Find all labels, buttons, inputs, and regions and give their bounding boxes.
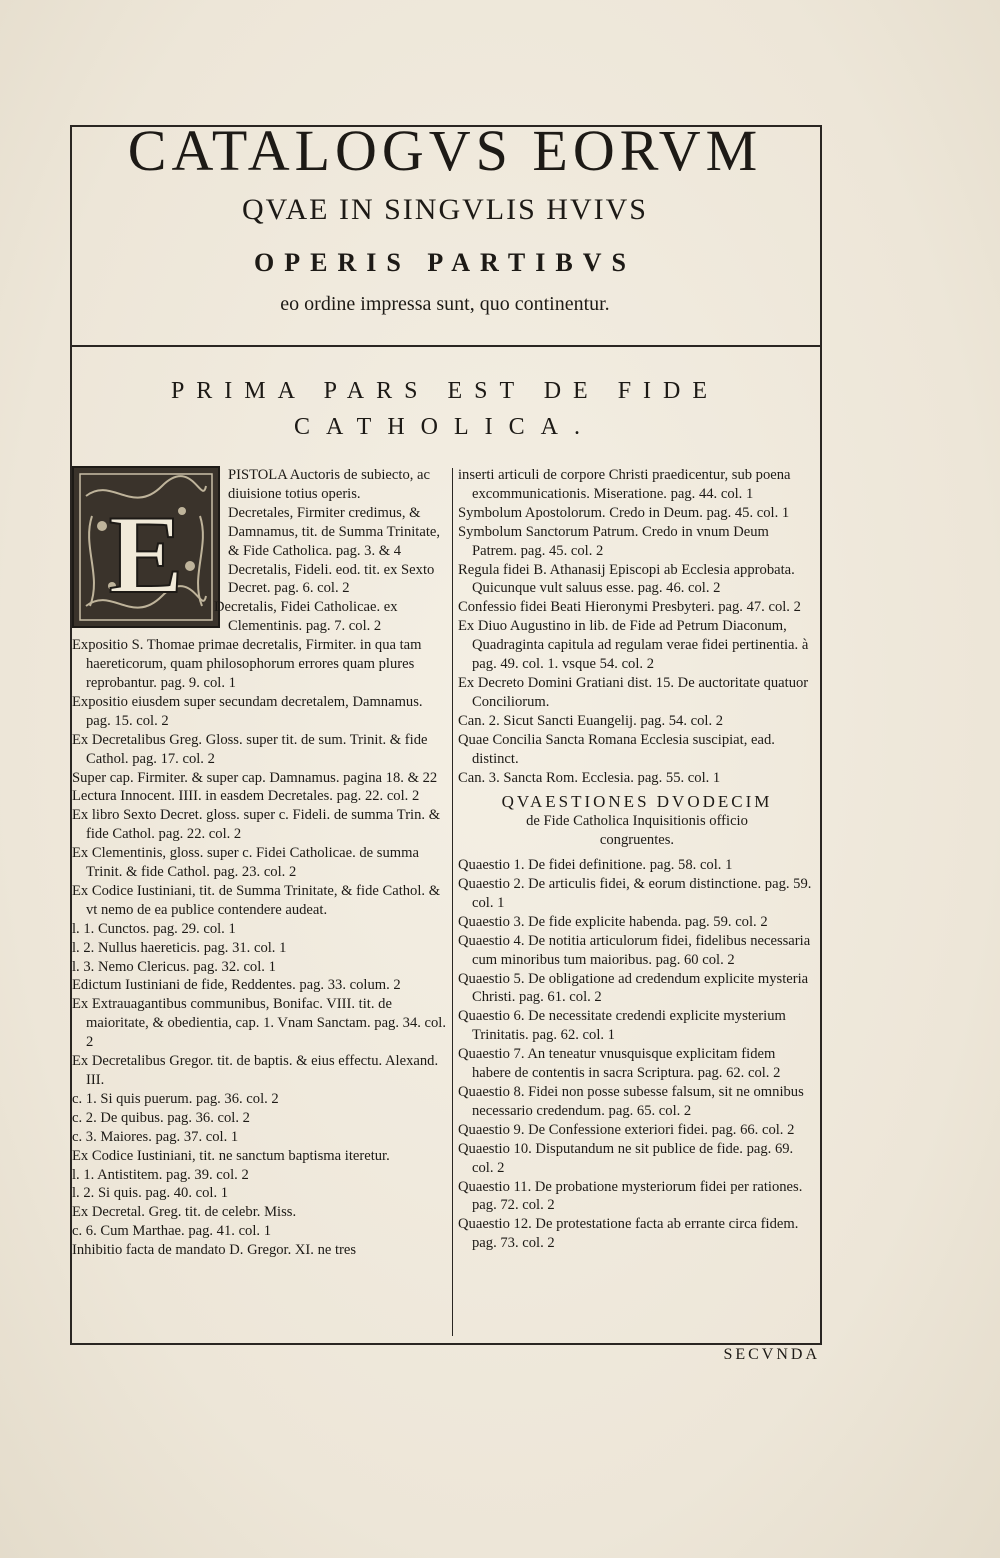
question-item: Quaestio 1. De fidei definitione. pag. 58. col. 1 [458, 857, 733, 874]
initial-letter: E [108, 493, 184, 617]
catalog-subtitle-1: QVAE IN SINGVLIS HVIVS [242, 193, 648, 226]
catalog-subtitle-3: eo ordine impressa sunt, quo continentur. [280, 293, 610, 315]
list-item: Ex Decreto Domini Gratiani dist. 15. De auctoritate quatuor Conciliorum. [458, 674, 809, 710]
list-item: Ex Codice Iustiniani, tit. ne sanctum baptisma iteretur. [72, 1147, 390, 1164]
list-item: Confessio fidei Beati Hieronymi Presbyteri. pag. 47. col. 2 [458, 599, 801, 616]
catalog-title: CATALOGVS EORVM [127, 118, 763, 183]
list-item: Expositio eiusdem super secundam decretalem, Damnamus. pag. 15. col. 2 [72, 693, 423, 729]
list-item: l. 2. Si quis. pag. 40. col. 1 [72, 1185, 229, 1202]
list-item: Ex Extrauagantibus communibus, Bonifac. VIII. tit. de maioritate, & obedientia, cap. 1. Vnam Sanctam. pag. 34. col. 2 [72, 996, 447, 1051]
questions-heading: QVAESTIONES DVODECIM [501, 792, 773, 812]
list-item: Ex Diuo Augustino in lib. de Fide ad Petrum Diaconum, Quadraginta capitula ad regulam verae fidei pertinentia. à pag. 49. col. 1. vsque 54. col. 2 [458, 618, 809, 673]
list-item: Symbolum Apostolorum. Credo in Deum. pag. 45. col. 1 [458, 504, 790, 521]
list-item: Ex Decretal. Greg. tit. de celebr. Miss. [72, 1204, 297, 1221]
list-item: Expositio S. Thomae primae decretalis, Firmiter. in qua tam haereticorum, quam philosophorum errores quam plures reprobantur. pag. 9. col. 1 [72, 637, 422, 691]
list-item: l. 2. Nullus haereticis. pag. 31. col. 1 [72, 939, 287, 956]
right-column [458, 466, 816, 1253]
question-item: Quaestio 6. De necessitate credendi explicite mysterium Trinitatis. pag. 62. col. 1 [458, 1008, 786, 1044]
list-item: Super cap. Firmiter. & super cap. Damnamus. pagina 18. & 22 [72, 769, 438, 786]
list-item: Can. 2. Sicut Sancti Euangelij. pag. 54. col. 2 [458, 712, 724, 729]
part-title-line-1: PRIMA PARS EST DE FIDE [170, 378, 720, 404]
list-item: Ex Clementinis, gloss. super c. Fidei Catholicae. de summa Trinit. & fide Cathol. pag. 23. col. 2 [72, 845, 419, 881]
list-item: Regula fidei B. Athanasij Episcopi ab Ecclesia approbata. Quicunque vult saluus esse. pag. 46. col. 2 [458, 561, 795, 597]
lead-entry: PISTOLA Auctoris de subiecto, ac diuisione totius operis. [228, 467, 430, 502]
catchword: SECVNDA [723, 1346, 820, 1363]
lead-entry: Decretalis, Fideli. eod. tit. ex Sexto Decret. pag. 6. col. 2 [228, 561, 435, 597]
header-bottom-rule [70, 345, 820, 347]
list-item: Symbolum Sanctorum Patrum. Credo in vnum Deum Patrem. pag. 45. col. 2 [458, 523, 769, 559]
list-item: l. 1. Antistitem. pag. 39. col. 2 [72, 1166, 249, 1183]
list-item: l. 3. Nemo Clericus. pag. 32. col. 1 [72, 958, 276, 975]
questions-subheading: de Fide Catholica Inquisitionis officio [526, 813, 748, 830]
question-item: Quaestio 4. De notitia articulorum fidei, fidelibus necessaria cum minoribus tum maioribus. pag. 60 col. 2 [458, 932, 811, 968]
lead-entry: Decretales, Firmiter credimus, & Damnamus, tit. de Summa Trinitate, & Fide Catholica. pag. 3. & 4 [228, 504, 441, 559]
question-item: Quaestio 8. Fidei non posse subesse falsum, sit ne omnibus necessario credendum. pag. 65. col. 2 [458, 1084, 804, 1119]
list-item: c. 1. Si quis puerum. pag. 36. col. 2 [72, 1090, 279, 1107]
list-item: inserti articuli de corpore Christi praedicentur, sub poena excommunicationis. Miseratione. pag. 44. col. 1 [458, 467, 791, 502]
question-item: Quaestio 2. De articulis fidei, & eorum distinctione. pag. 59. col. 1 [458, 876, 812, 911]
list-item: Quae Concilia Sancta Romana Ecclesia suscipiat, ead. distinct. [458, 731, 775, 767]
list-item: Inhibitio facta de mandato D. Gregor. XI. ne tres [72, 1242, 357, 1259]
list-item: l. 1. Cunctos. pag. 29. col. 1 [72, 920, 236, 937]
list-item: Ex Decretalibus Greg. Gloss. super tit. de sum. Trinit. & fide Cathol. pag. 17. col. 2 [72, 731, 428, 767]
list-item: Ex Decretalibus Gregor. tit. de baptis. & eius effectu. Alexand. III. [72, 1053, 439, 1088]
list-item: Edictum Iustiniani de fide, Reddentes. pag. 33. colum. 2 [72, 977, 401, 994]
question-item: Quaestio 7. An teneatur vnusquisque explicitam fidem habere de contentis in sacra Scriptura. pag. 62. col. 2 [458, 1046, 781, 1082]
list-item: Lectura Innocent. IIII. in easdem Decretales. pag. 22. col. 2 [72, 788, 420, 805]
questions-subheading: congruentes. [599, 832, 675, 849]
question-item: Quaestio 12. De protestatione facta ab errante circa fidem. pag. 73. col. 2 [458, 1216, 799, 1252]
list-item: c. 6. Cum Marthae. pag. 41. col. 1 [72, 1223, 271, 1240]
question-item: Quaestio 11. De probatione mysteriorum fidei per rationes. pag. 72. col. 2 [458, 1178, 803, 1214]
part-title-line-2: CATHOLICA. [294, 414, 596, 440]
catalog-subtitle-2: OPERIS PARTIBVS [254, 248, 636, 277]
list-item: Ex libro Sexto Decret. gloss. super c. Fideli. de summa Trin. & fide Cathol. pag. 22. col. 2 [72, 807, 441, 843]
list-item: Ex Codice Iustiniani, tit. de Summa Trinitate, & fide Cathol. & vt nemo de ea publice contendere audeat. [72, 882, 441, 918]
question-item: Quaestio 9. De Confessione exteriori fidei. pag. 66. col. 2 [458, 1121, 795, 1138]
list-item: c. 2. De quibus. pag. 36. col. 2 [72, 1109, 250, 1126]
question-item: Quaestio 3. De fide explicite habenda. pag. 59. col. 2 [458, 913, 768, 930]
list-item: c. 3. Maiores. pag. 37. col. 1 [72, 1128, 239, 1145]
column-divider [452, 468, 453, 1336]
left-column [72, 466, 446, 1260]
question-item: Quaestio 10. Disputandum ne sit publice de fide. pag. 69. col. 2 [458, 1140, 794, 1176]
question-item: Quaestio 5. De obligatione ad credendum explicite mysteria Christi. pag. 61. col. 2 [458, 970, 809, 1006]
lead-entry: Decretalis, Fidei Catholicae. ex Clementinis. pag. 7. col. 2 [214, 599, 398, 635]
list-item: Can. 3. Sancta Rom. Ecclesia. pag. 55. col. 1 [458, 769, 721, 786]
